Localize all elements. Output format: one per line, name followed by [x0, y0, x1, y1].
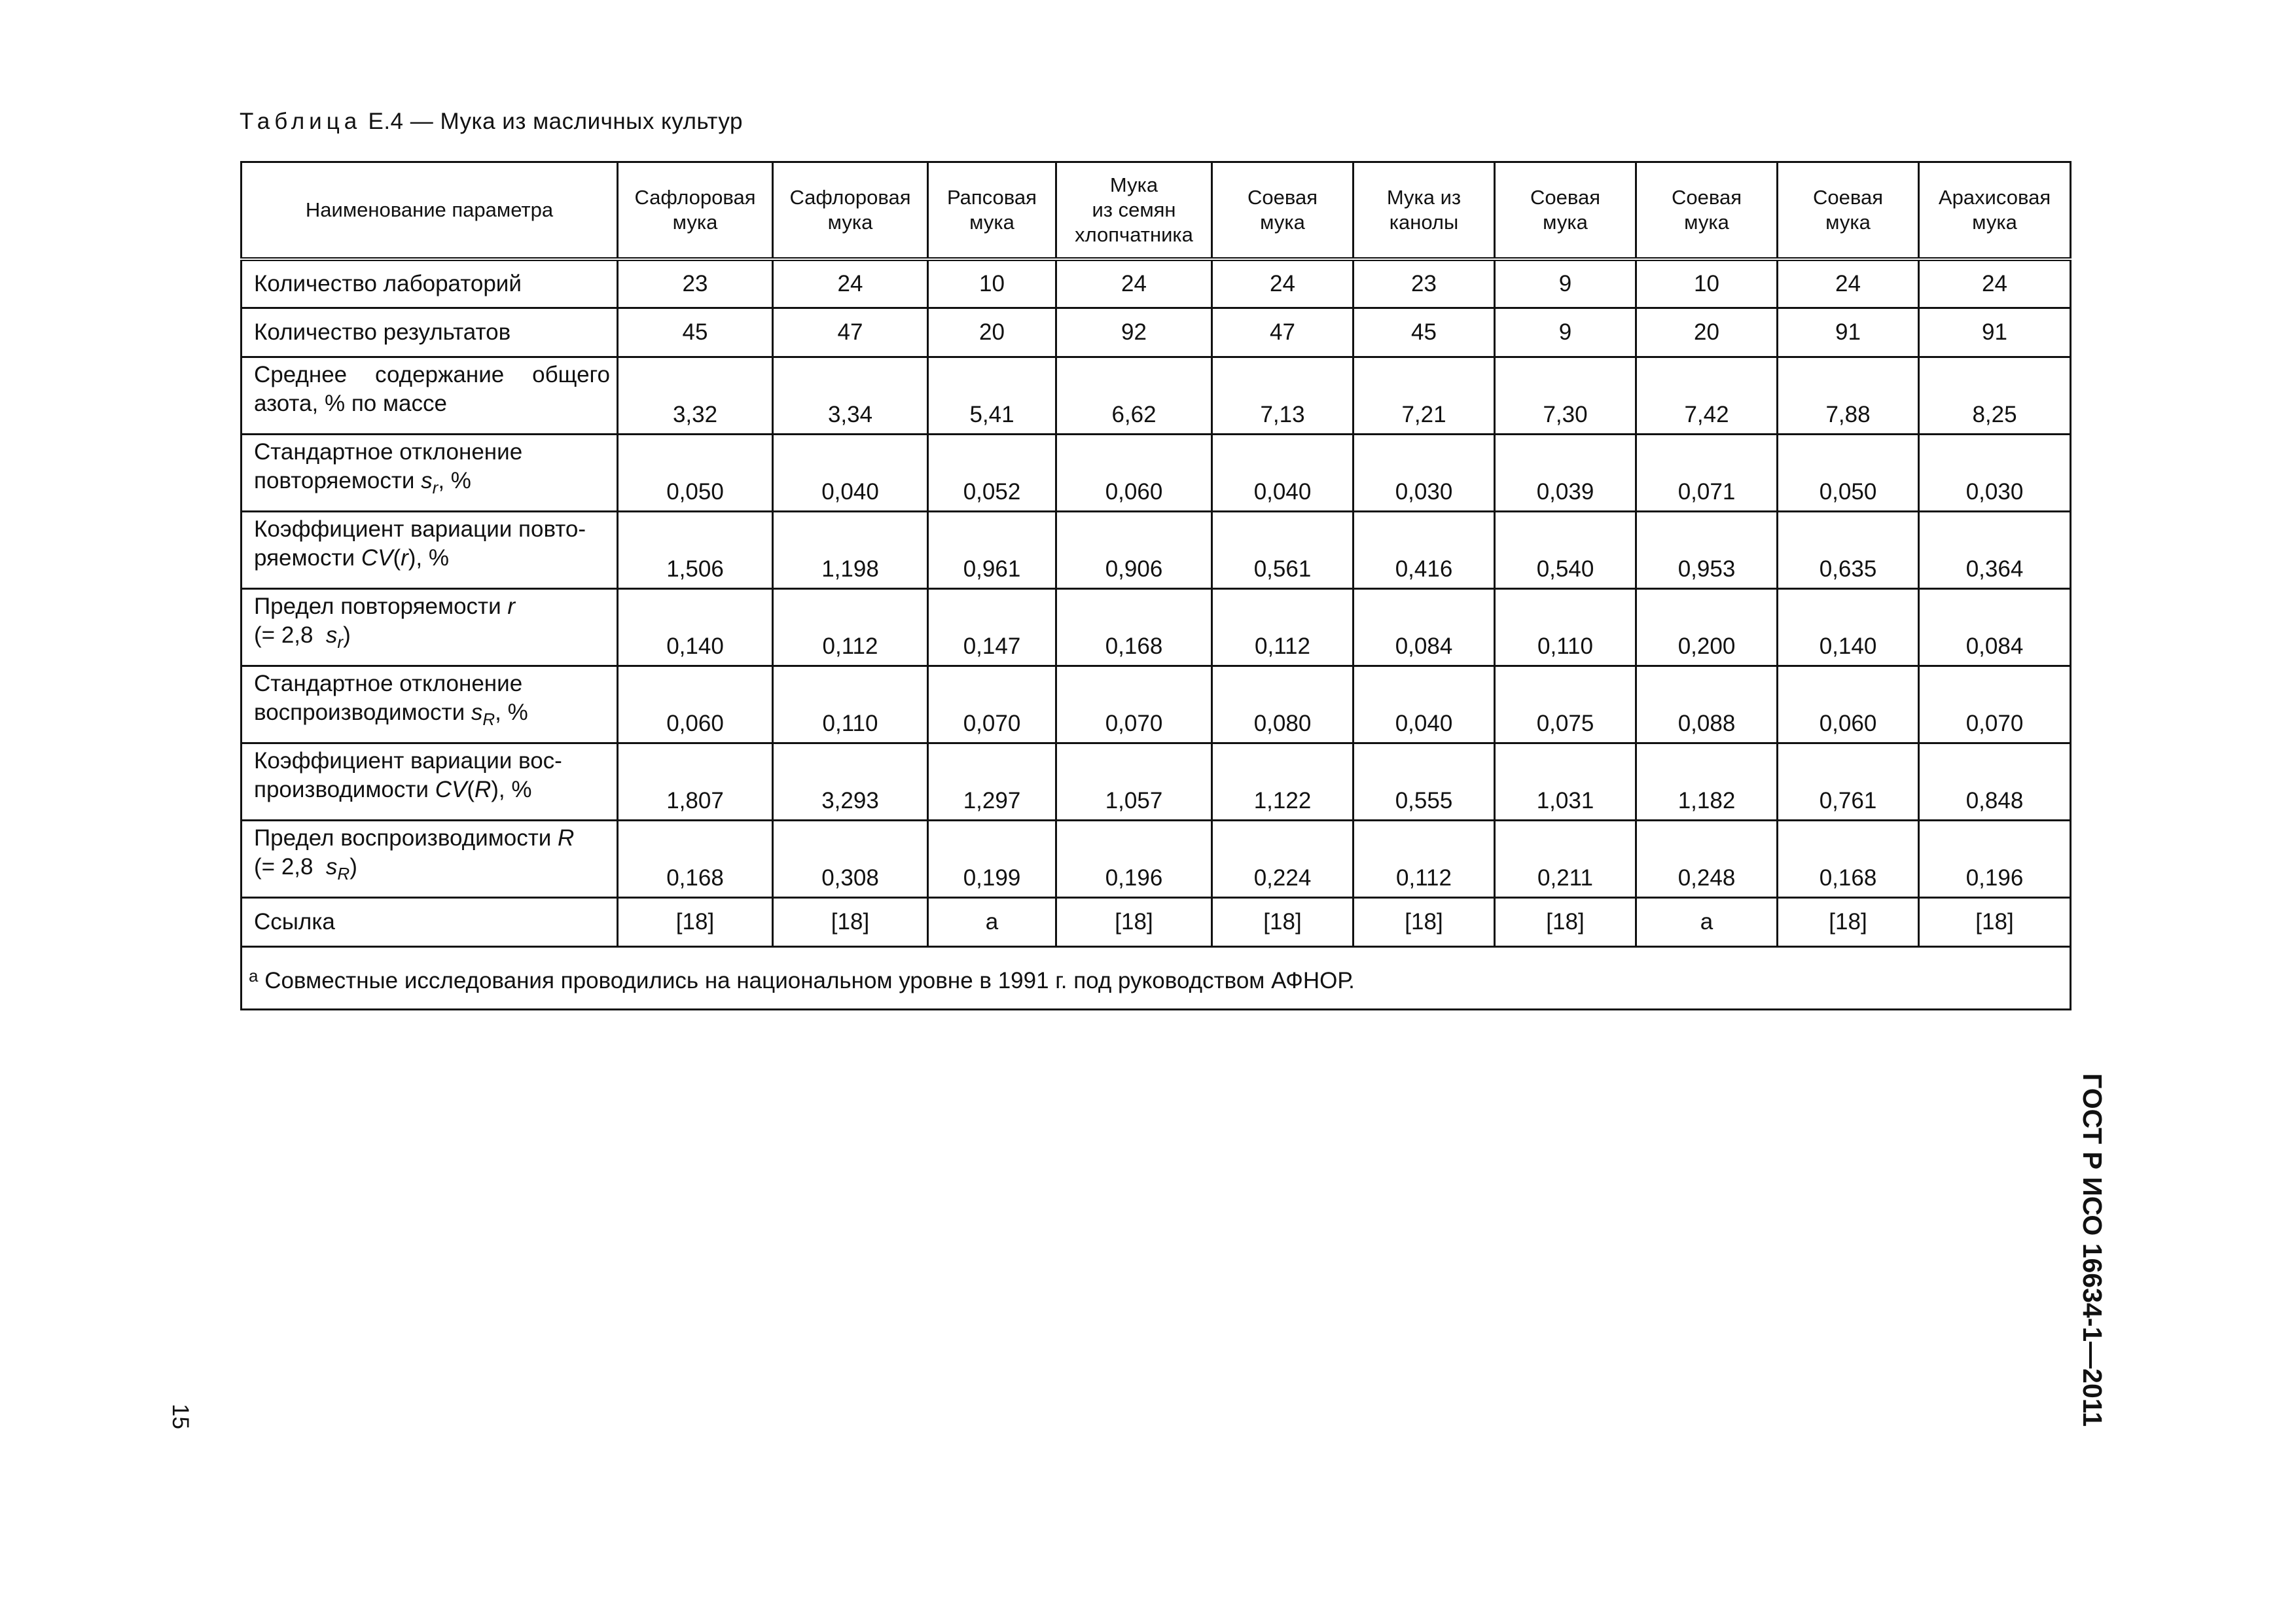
table-row [242, 666, 2071, 743]
data-table [240, 161, 2072, 1010]
header-col-9: Соевая мука [1778, 162, 1919, 259]
table-cell: 45 [1354, 308, 1495, 357]
table-cell: 0,075 [1495, 666, 1636, 743]
table-cell: 0,060 [1056, 435, 1212, 512]
table-cell: 10 [1636, 259, 1778, 308]
table-cell: 0,248 [1636, 821, 1778, 898]
table-cell: 0,040 [1354, 666, 1495, 743]
row-label: Стандартное отклонение воспроизводимости $s_R$, % [242, 666, 618, 743]
table-caption [240, 109, 743, 135]
table-cell: 5,41 [928, 357, 1056, 435]
table-row [242, 357, 2071, 435]
table-cell: 0,050 [618, 435, 773, 512]
table-cell: 3,293 [773, 743, 928, 821]
table-cell: 24 [1056, 259, 1212, 308]
table-cell: 0,039 [1495, 435, 1636, 512]
table-cell: 0,168 [618, 821, 773, 898]
table-cell: 0,052 [928, 435, 1056, 512]
table-cell: 0,040 [773, 435, 928, 512]
table-cell: 0,050 [1778, 435, 1919, 512]
table-cell: 92 [1056, 308, 1212, 357]
table-cell: 0,112 [773, 589, 928, 666]
header-col-10: Арахисовая мука [1919, 162, 2071, 259]
table-cell: 7,42 [1636, 357, 1778, 435]
table-cell: 8,25 [1919, 357, 2071, 435]
table-cell: 0,416 [1354, 512, 1495, 589]
table-cell: 24 [773, 259, 928, 308]
table-cell: 0,080 [1212, 666, 1354, 743]
table-row [242, 308, 2071, 357]
table-cell: 0,200 [1636, 589, 1778, 666]
footnote-mark: a [249, 965, 259, 986]
table-cell: 0,168 [1056, 589, 1212, 666]
table-row [242, 259, 2071, 308]
table-cell: 0,084 [1354, 589, 1495, 666]
row-label: Среднее содержание общего азота, % по массе [242, 357, 618, 435]
table-cell: a [928, 898, 1056, 947]
header-row [242, 162, 2071, 259]
table-row [242, 589, 2071, 666]
table-cell: 24 [1212, 259, 1354, 308]
table-cell: 0,211 [1495, 821, 1636, 898]
table-cell: 9 [1495, 308, 1636, 357]
table-cell: [18] [773, 898, 928, 947]
table-cell: 6,62 [1056, 357, 1212, 435]
table-cell: 0,070 [1919, 666, 2071, 743]
table-cell: 3,34 [773, 357, 928, 435]
table-cell: [18] [1354, 898, 1495, 947]
caption-number: Е.4 [368, 109, 404, 134]
table-cell: [18] [1056, 898, 1212, 947]
table-row [242, 898, 2071, 947]
row-label: Коэффициент вариации вос- производимости CV(R), % [242, 743, 618, 821]
table-cell: 23 [618, 259, 773, 308]
table-cell: 1,297 [928, 743, 1056, 821]
table-cell: 0,112 [1212, 589, 1354, 666]
table-cell: 0,030 [1919, 435, 2071, 512]
table-cell: 0,110 [1495, 589, 1636, 666]
table-cell: 0,110 [773, 666, 928, 743]
header-col-1: Сафлоровая мука [618, 162, 773, 259]
row-label: Предел повторяемости r (= 2,8 $s_r$) [242, 589, 618, 666]
table-cell: 0,140 [618, 589, 773, 666]
header-col-7: Соевая мука [1495, 162, 1636, 259]
table-cell: 0,961 [928, 512, 1056, 589]
table-cell: 3,32 [618, 357, 773, 435]
header-col-6: Мука из канолы [1354, 162, 1495, 259]
header-param: Наименование параметра [242, 162, 618, 259]
table-cell: [18] [1919, 898, 2071, 947]
table-cell: 0,071 [1636, 435, 1778, 512]
table-cell: 45 [618, 308, 773, 357]
table-cell: 91 [1919, 308, 2071, 357]
table-cell: 0,555 [1354, 743, 1495, 821]
table-cell: 91 [1778, 308, 1919, 357]
table-cell: [18] [1495, 898, 1636, 947]
table-cell: 0,561 [1212, 512, 1354, 589]
table-cell: 20 [928, 308, 1056, 357]
table-cell: 0,224 [1212, 821, 1354, 898]
table-cell: 10 [928, 259, 1056, 308]
table-cell: 0,060 [1778, 666, 1919, 743]
header-col-8: Соевая мука [1636, 162, 1778, 259]
caption-label: Таблица [240, 109, 362, 134]
table-cell: 0,635 [1778, 512, 1919, 589]
table-cell: 1,031 [1495, 743, 1636, 821]
table-row [242, 743, 2071, 821]
table-cell: a [1636, 898, 1778, 947]
table-cell: 7,13 [1212, 357, 1354, 435]
header-col-3: Рапсовая мука [928, 162, 1056, 259]
table-cell: 0,147 [928, 589, 1056, 666]
table-cell: 1,057 [1056, 743, 1212, 821]
table-cell: 47 [1212, 308, 1354, 357]
table-cell: 0,953 [1636, 512, 1778, 589]
table-row [242, 821, 2071, 898]
table-cell: [18] [618, 898, 773, 947]
table-cell: 7,30 [1495, 357, 1636, 435]
table-cell: 0,308 [773, 821, 928, 898]
table-cell: 0,084 [1919, 589, 2071, 666]
table-cell: 24 [1919, 259, 2071, 308]
footnote-text: Совместные исследования проводились на национальном уровне в 1991 г. под руководством АФНОР. [258, 967, 1355, 993]
header-col-4: Мука из семян хлопчатника [1056, 162, 1212, 259]
table-cell: 1,506 [618, 512, 773, 589]
row-label: Предел воспроизводимости R (= 2,8 $s_R$) [242, 821, 618, 898]
row-label: Количество результатов [242, 308, 618, 357]
table-cell: 0,906 [1056, 512, 1212, 589]
table-cell: 0,540 [1495, 512, 1636, 589]
table-cell: 0,848 [1919, 743, 2071, 821]
table-cell: 0,070 [928, 666, 1056, 743]
table-cell: 0,088 [1636, 666, 1778, 743]
table-cell: 0,140 [1778, 589, 1919, 666]
table-row [242, 435, 2071, 512]
table-cell: 0,199 [928, 821, 1056, 898]
row-label: Количество лабораторий [242, 259, 618, 308]
table-cell: 0,196 [1919, 821, 2071, 898]
document-title: ГОСТ Р ИСО 16634-1—2011 [2077, 1073, 2108, 1427]
table-cell: 1,198 [773, 512, 928, 589]
table-cell: 23 [1354, 259, 1495, 308]
table-cell: 1,807 [618, 743, 773, 821]
table-cell: [18] [1778, 898, 1919, 947]
table-cell: 0,060 [618, 666, 773, 743]
table-cell: 9 [1495, 259, 1636, 308]
table-cell: 0,070 [1056, 666, 1212, 743]
table-cell: 47 [773, 308, 928, 357]
table-cell: [18] [1212, 898, 1354, 947]
table-cell: 0,030 [1354, 435, 1495, 512]
table-cell: 7,21 [1354, 357, 1495, 435]
table-cell: 0,196 [1056, 821, 1212, 898]
table-row [242, 512, 2071, 589]
footnote [242, 947, 2071, 1010]
header-col-2: Сафлоровая мука [773, 162, 928, 259]
table-cell: 1,182 [1636, 743, 1778, 821]
table-cell: 0,761 [1778, 743, 1919, 821]
table-cell: 0,112 [1354, 821, 1495, 898]
table-cell: 0,168 [1778, 821, 1919, 898]
row-label: Ссылка [242, 898, 618, 947]
table-cell: 7,88 [1778, 357, 1919, 435]
header-col-5: Соевая мука [1212, 162, 1354, 259]
table-cell: 20 [1636, 308, 1778, 357]
footnote-row [242, 947, 2071, 1010]
page-number: 15 [168, 1404, 193, 1429]
row-label: Стандартное отклонение повторяемости $s_r$, % [242, 435, 618, 512]
table-cell: 24 [1778, 259, 1919, 308]
row-label: Коэффициент вариации повто- ряемости CV(r), % [242, 512, 618, 589]
caption-title: — Мука из масличных культур [410, 109, 743, 134]
table-cell: 0,364 [1919, 512, 2071, 589]
table-cell: 1,122 [1212, 743, 1354, 821]
table-cell: 0,040 [1212, 435, 1354, 512]
